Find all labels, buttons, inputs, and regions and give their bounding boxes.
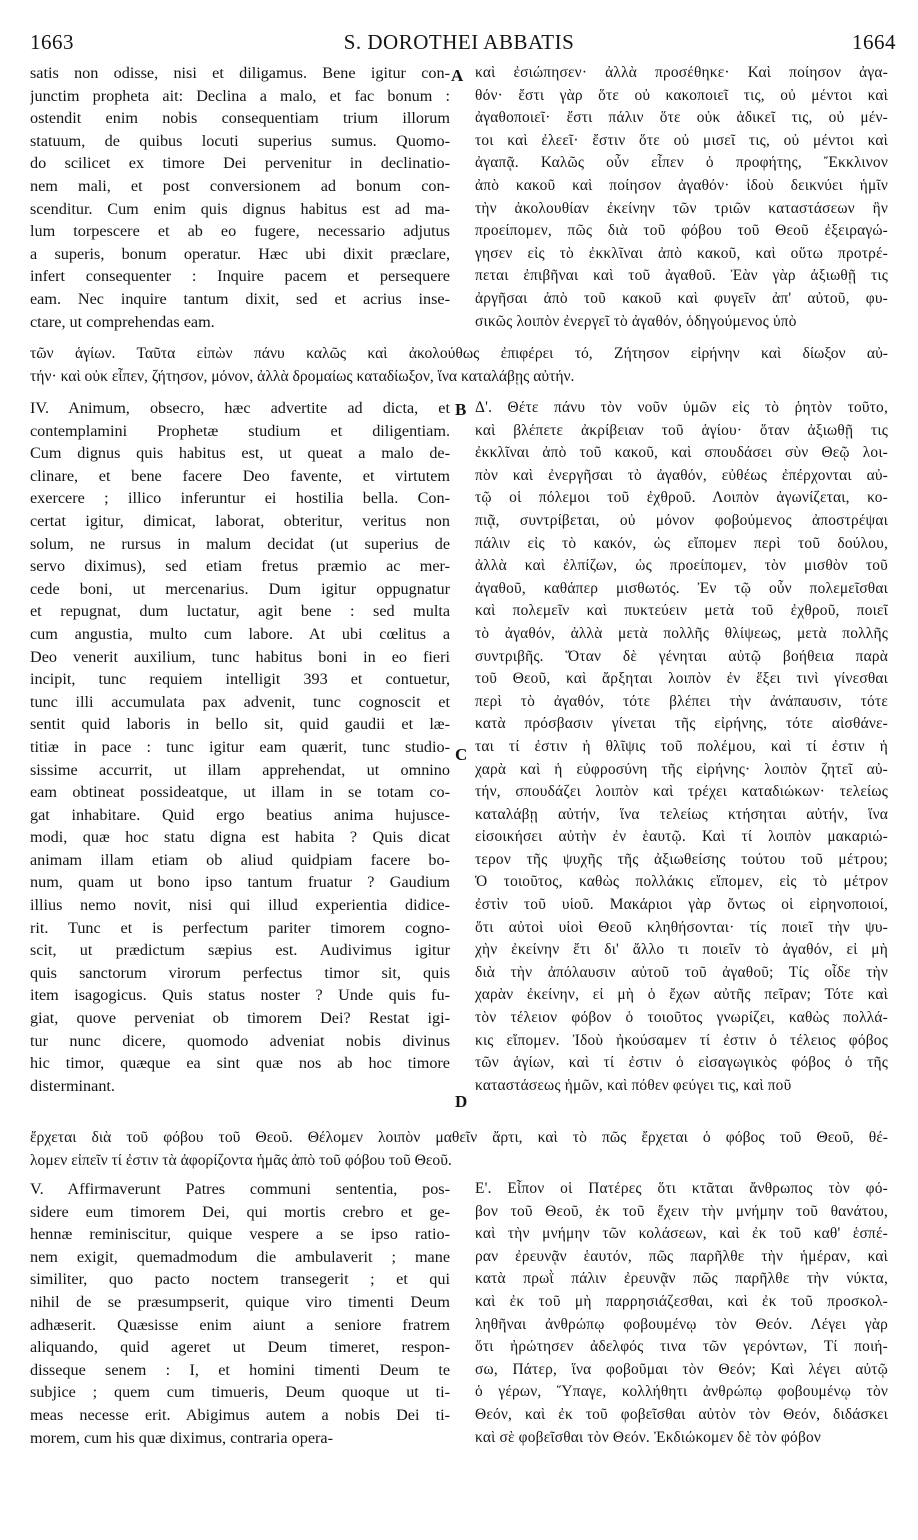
greek-text-line: εἰσοικήσει αὐτὴν ἐν ἑαυτῷ. Καὶ τί λοιπὸν μακαριώ- (475, 828, 888, 846)
latin-text-line: satis non odisse, nisi et diligamus. Bene igitur con- (30, 64, 450, 82)
full-width-greek-section-4 (30, 1127, 888, 1172)
latin-text-line: V. Affirmaverunt Patres communi sententia, pos- (30, 1180, 450, 1198)
greek-column-section-4 (475, 397, 888, 1097)
latin-text-line: statuum, de quibus locuti superius sumus. Quomo- (30, 131, 450, 150)
greek-text-line: τοῦ Θεοῦ, καὶ ἄρξηται λοιπὸν ἐν ἕξει τινὶ γίνεσθαι (475, 670, 888, 688)
greek-text-line-full: τήν· καὶ οὐκ εἶπεν, ζήτησον, μόνον, ἀλλὰ δρομαίως καταδίωξον, ἵνα καταλάβῃς αὐτήν. (30, 367, 575, 385)
latin-text-line: titiæ in pace : tunc igitur eam quærit, tunc studio- (30, 737, 450, 756)
greek-text-line: καταστάσεως ἡμῶν, καὶ πόθεν φεύγει τις, καὶ ποῦ (475, 1076, 792, 1094)
greek-text-line: τὸν τέλειον φόβον ὁ τοιοῦτος γνωρίζει, καθὼς πολλά- (475, 1009, 888, 1027)
latin-text-line: aliquando, quid ageret ut Deum timeret, respon- (30, 1338, 450, 1357)
latin-text-line: meas necesse erit. Abigimus autem a nobis Dei ti- (30, 1405, 450, 1424)
full-width-greek-section-1 (30, 343, 888, 388)
latin-text-line: exercere ; illico inferuntur ei hostilia bella. Con- (30, 489, 450, 508)
greek-text-line: καὶ σὲ φοβεῖσθαι τὸν Θεόν. Ἐκδιώκομεν δὲ τὸν φόβον (475, 1428, 822, 1446)
latin-text-line: contemplamini Prophetæ studium et diligentiam. (30, 421, 450, 440)
latin-text-line: sentit quid laboris in bello sit, quid gaudii et læ- (30, 715, 450, 734)
latin-text-line: modi, quæ hoc statu digna est habita ? Quis dicat (30, 828, 450, 847)
greek-text-line: τῶν ἁγίων, καὶ τί ἐστιν ὁ εἰσαγωγικὸς φόβος ὁ τῆς (475, 1054, 888, 1072)
greek-text-line: ἀλλὰ καὶ ἐλπίζων, ὡς προείπομεν, τὸν μισθὸν τοῦ (475, 557, 888, 575)
latin-text-line: disseque senem : I, et homini timenti Deum te (30, 1360, 450, 1379)
greek-text-line: βον τοῦ Θεοῦ, ἐκ τοῦ ἔχειν τὴν μνήμην τοῦ θανάτου, (475, 1202, 888, 1220)
greek-text-line: τερον τῆς ψυχῆς τῆς ἀξιωθείσης τούτου τοῦ μέτρου; (475, 850, 888, 868)
latin-text-line: animam illam etiam ob aliud quidpiam facere bo- (30, 850, 450, 869)
latin-text-line: junctim propheta ait: Declina a malo, et fac bonum : (30, 86, 450, 105)
greek-text-line: καὶ βλέπετε ἀκρίβειαν τοῦ ἁγίου· ὅταν ἀξιωθῇ τις (475, 421, 888, 439)
greek-text-line: γησεν εἰς τὸ ἐκκλῖναι ἀπὸ κακοῦ, καὶ οὕτω προτρέ- (475, 244, 888, 262)
latin-text-line: lum torpescere et ab eo fugere, necessario adjutus (30, 222, 450, 241)
greek-text-line: συντριβῆς. Ὅταν δὲ γένηται αὐτῷ βοήθεια παρὰ (475, 647, 888, 665)
page-number-left: 1663 (30, 30, 74, 54)
greek-text-line: καὶ τὴν μνήμην τῶν κολάσεων, καὶ ἐκ τοῦ καθ' ἑσπέ- (475, 1225, 888, 1243)
latin-text-line: nihil de se præsumpserit, quique viro timenti Deum (30, 1292, 450, 1311)
greek-text-line: διὰ τὴν ἀπόλαυσιν αὐτοῦ τοῦ ἀγαθοῦ; Τίς οἶδε τὴν (475, 963, 888, 981)
latin-text-line: adhæserit. Quæsisse enim aiunt a seniore fratrem (30, 1315, 450, 1334)
latin-text-line: sidere eum timorem Dei, qui mortis crebro et ge- (30, 1202, 450, 1221)
latin-column-section-1 (30, 62, 450, 333)
greek-text-line: σω, Πάτερ, ἵνα φοβοῦμαι τὸν Θεόν; Καὶ λέγει αὐτῷ (475, 1360, 888, 1378)
greek-text-line: ἐκκλῖναι ἀπὸ τοῦ κακοῦ, καὶ σπουδάσει σὺν Θεῷ λοι- (475, 444, 888, 462)
greek-text-line: ὅτι αὐτοὶ υἱοὶ Θεοῦ κληθήσονται· τίς ποιεῖ τὴν ψυ- (475, 918, 888, 936)
latin-text-line: infert consequenter : Inquire pacem et persequere (30, 267, 450, 286)
margin-letter-a: A (451, 66, 464, 85)
greek-text-line: ὅτι ἠρώτησεν ἀδελφός τινα τῶν γερόντων, Τί ποιή- (475, 1338, 888, 1356)
latin-text-line: nem mali, et post conversionem ad bonum con- (30, 176, 450, 195)
latin-text-line: a superis, bonum operatur. Hæc ubi dixit præclare, (30, 244, 450, 263)
latin-text-line: hic timor, quæque ea sint quæ nos ab hoc timore (30, 1054, 450, 1073)
greek-text-line: Ε'. Εἶπον οἱ Πατέρες ὅτι κτᾶται ἄνθρωπος τὸν φό- (475, 1180, 888, 1197)
latin-text-line: scenditur. Cum enim quis dignus habitus est ad ma- (30, 199, 450, 218)
greek-text-line: ἀγαθοποιεῖ· ἔστι πάλιν ὅτε οὐκ ἀδικεῖ τις, οὐ μέν- (475, 109, 888, 127)
greek-text-line: πάλιν εἰς τὸ κακόν, ὡς εἴπομεν περὶ τοῦ δούλου, (475, 534, 888, 552)
latin-text-line: num, quam ut bono ipso tantum fruatur ? Gaudium (30, 873, 450, 892)
latin-text-line: tunc illi accumulata pax advenit, tunc cognoscit et (30, 692, 450, 711)
greek-text-line: σικῶς λοιπὸν ἐνεργεῖ τὸ ἀγαθόν, ὁδηγούμενος ὑπὸ (475, 312, 797, 330)
greek-text-line: χαρὰ καὶ ἡ εὐφροσύνη τῆς εἰρήνης· λοιπὸν ζητεῖ αὐ- (475, 760, 888, 778)
latin-text-line: Cum dignus quis habitus est, ut queat a malo de- (30, 444, 450, 463)
latin-text-line: eam obtineat possideatque, ut illam in se totam co- (30, 783, 450, 802)
latin-text-line: clinare, et bene facere Deo favente, et virtutem (30, 466, 450, 485)
latin-text-line: et repugnat, dum luctatur, agit bene : sed multa (30, 602, 450, 621)
latin-column-section-4 (30, 397, 450, 1097)
latin-text-line: morem, cum his quæ diximus, contraria opera- (30, 1428, 333, 1447)
latin-text-line: sissime accurrit, ut illam apprehendat, ut omnino (30, 760, 450, 779)
greek-text-line: καὶ ἐκ τοῦ μὴ παρρησιάζεσθαι, καὶ ἐκ τοῦ προσκολ- (475, 1292, 888, 1310)
greek-text-line: κις εἴπομεν. Ἰδοὺ ἠκούσαμεν τί ἐστιν ὁ τέλειος φόβος (475, 1031, 888, 1049)
latin-text-line: disterminant. (30, 1076, 115, 1095)
greek-text-line: προείπομεν, πῶς διὰ τοῦ φόβου τοῦ Θεοῦ ἐξειραγώ- (475, 222, 888, 240)
greek-text-line-full: τῶν ἁγίων. Ταῦτα εἰπὼν πάνυ καλῶς καὶ ἀκολούθως ἐπιφέρει τό, Ζήτησον εἰρήνην καὶ δίωξον αὐ- (30, 345, 888, 362)
greek-text-line: καταλάβῃ αὐτήν, ἵνα τελείως κτήσηται αὐτήν, ἵνα (475, 805, 888, 823)
margin-letter-b: B (455, 400, 467, 419)
latin-text-line: tur nunc dicere, quomodo adveniat nobis divinus (30, 1031, 450, 1050)
greek-text-line: ληθῆναι ἀνθρώπῳ φοβουμένῳ τὸν Θεόν. Λέγει γὰρ (475, 1315, 888, 1333)
latin-text-line: IV. Animum, obsecro, hæc advertite ad dicta, et (30, 399, 450, 417)
latin-text-line: giat, quove perveniat ob timorem Dei? Restat igi- (30, 1009, 450, 1028)
running-title: S. DOROTHEI ABBATIS (343, 30, 575, 54)
latin-column-section-5 (30, 1178, 450, 1449)
latin-text-line: cede boni, ut mercenarius. Dum igitur oppugnatur (30, 579, 450, 598)
greek-text-line: Ὁ τοιοῦτος, καθὼς πολλάκις εἴπομεν, εἰς τὸ μέτρον (475, 873, 888, 891)
latin-text-line: illius nemo novit, nisi qui illud experientia didice- (30, 896, 450, 915)
margin-letter-c: C (455, 745, 468, 764)
greek-text-line: πὸν καὶ ἐνεργῆσαι τὸ ἀγαθόν, εὐθέως ἐπέρχονται αὐ- (475, 466, 888, 484)
greek-text-line: χὴν ἐκείνην ἔτι δι' ἄλλο τι ποιεῖν τὸ ἀγαθόν, εἰ μὴ (475, 941, 888, 959)
greek-text-line: χαρὰν ἐκείνην, εἰ μὴ ὁ ἔχων αὐτῆς πεῖραν; Τότε καὶ (475, 986, 888, 1004)
greek-column-section-1 (475, 62, 888, 333)
page-number-right: 1664 (852, 30, 896, 54)
latin-text-line: Deo venerit auxilium, tunc habitus boni in eo fieri (30, 647, 450, 666)
latin-text-line: do scilicet ex timore Dei pervenitur in declinatio- (30, 154, 450, 173)
greek-text-line: ἀπὸ κακοῦ καὶ ποίησον ἀγαθόν· ἰδοὺ δεικνύει ἡμῖν (475, 176, 888, 194)
greek-text-line: ἀργῆσαι ἀπὸ τοῦ κακοῦ καὶ φυγεῖν ἀπ' αὐτοῦ, φυ- (475, 289, 888, 307)
greek-text-line: τήν, σπουδάζει λοιπὸν καὶ τρέχει καταδιώκων· τελείως (475, 783, 888, 801)
latin-text-line: quis sanctorum virorum perfectus timor sit, quis (30, 963, 450, 982)
greek-text-line: Δ'. Θέτε πάνυ τὸν νοῦν ὑμῶν εἰς τὸ ῥητὸν τοῦτο, (475, 399, 888, 416)
latin-text-line: ostendit enim nobis consequentiam trium illorum (30, 109, 450, 128)
latin-text-line: hennæ reminiscitur, quique vespere a se ipso ratio- (30, 1225, 450, 1244)
greek-text-line: καὶ ἐσιώπησεν· ἀλλὰ προσέθηκε· Καὶ ποίησον ἀγα- (475, 64, 888, 81)
greek-text-line: πεται ἐπιβῆναι καὶ τοῦ ἀγαθοῦ. Ἐὰν γὰρ ἀξιωθῇ τις (475, 267, 888, 285)
latin-text-line: servo diximus), sed etiam fretus præmio ac mer- (30, 557, 450, 576)
greek-text-line: ἀγαθοῦ, καθάπερ μισθωτός. Ἐν τῷ οὖν πολεμεῖσθαι (475, 579, 888, 597)
greek-text-line: τοι καὶ ἐλεεῖ· ἔστιν ὅτε οὐ μισεῖ τις, οὐ μέντοι καὶ (475, 131, 888, 149)
greek-text-line: ἐστὶν τοῦ υἱοῦ. Μακάριοι γὰρ ὄντως οἱ εἰρηνοποιοί, (475, 896, 888, 914)
latin-text-line: scit, ut prædictum sæpius est. Audivimus igitur (30, 941, 450, 960)
greek-text-line: ἀγαπᾷ. Καλῶς οὖν εἶπεν ὁ προφήτης, Ἔκκλινον (475, 154, 888, 172)
latin-text-line: solum, ne rursus in malum decidat (ut superius de (30, 534, 450, 553)
latin-text-line: nem exigit, quemadmodum die ambulaverit ; mane (30, 1247, 450, 1266)
latin-text-line: item isagogicus. Quis status noster ? Unde quis fu- (30, 986, 450, 1005)
latin-text-line: gat inhabitare. Quid ergo beatius anima hujusce- (30, 805, 450, 824)
greek-text-line: τῷ οἱ πόλεμοι τοῦ ἐχθροῦ. Λοιπὸν ἀγωνίζεται, κο- (475, 489, 888, 507)
latin-text-line: eam. Nec inquire tantum dixit, sed et acrius inse- (30, 289, 450, 308)
greek-text-line: τὴν ἀκολουθίαν ἐκείνην τῶν τριῶν καταστάσεων ἣν (475, 199, 888, 217)
latin-text-line: cum angustia, multo cum labore. At ubi cœlitus a (30, 624, 450, 643)
greek-text-line: πιᾷ, συντρίβεται, οὐ μόνον φοβούμενος ἀποστρέψαι (475, 511, 888, 529)
greek-text-line-full: λομεν εἰπεῖν τί ἐστιν τὰ ἀφορίζοντα ἡμᾶς ἀπὸ τοῦ φόβου τοῦ Θεοῦ. (30, 1151, 452, 1169)
greek-text-line: τὸ ἀγαθόν, ἀλλὰ μετὰ πολλῆς θλίψεως, μετὰ πολλῆς (475, 624, 888, 642)
latin-text-line: incipit, tunc requiem intelligit 393 et contuetur, (30, 670, 450, 689)
greek-text-line: ὁ γέρων, Ὕπαγε, κολλήθητι ἀνθρώπῳ φοβουμένῳ τὸν (475, 1383, 888, 1401)
greek-text-line: καὶ πολεμεῖν καὶ πυκτεύειν μετὰ τοῦ ἐχθροῦ, ποιεῖ (475, 602, 888, 620)
latin-text-line: ctare, ut comprehendas eam. (30, 312, 215, 331)
latin-text-line: subjice ; quem cum timueris, Deum quoque ut ti- (30, 1383, 450, 1402)
latin-text-line: similiter, quo pacto noctem transegerit ; et qui (30, 1270, 450, 1289)
latin-text-line: certat igitur, dimicat, laborat, obteritur, veritus non (30, 511, 450, 530)
greek-text-line: ται τί ἐστιν ἡ θλῖψις τοῦ πολέμου, καὶ τί ἐστιν ἡ (475, 737, 888, 755)
greek-column-section-5 (475, 1178, 888, 1449)
greek-text-line: ραν ἐρευνᾷν ἑαυτόν, πῶς παρῆλθε τὴν ἡμέραν, καὶ (475, 1247, 888, 1265)
greek-text-line: Θεόν, καὶ ἐκ τοῦ φοβεῖσθαι αὐτὸν τὸν Θεόν, διδάσκει (475, 1405, 888, 1423)
latin-text-line: rit. Tunc et is perfectum pariter timorem cogno- (30, 918, 450, 937)
greek-text-line: περὶ τὸ ἀγαθόν, τότε βλέπει τὴν ἀνάπαυσιν, τότε (475, 692, 888, 710)
greek-text-line: κατὰ πρόσβασιν γίνεται τῆς εἰρήνης, τότε αἰσθάνε- (475, 715, 888, 733)
greek-text-line-full: ἔρχεται διὰ τοῦ φόβου τοῦ Θεοῦ. Θέλομεν λοιπὸν μαθεῖν ἄρτι, καὶ τὸ πῶς ἔρχεται ὁ φόβος τοῦ Θεοῦ, θέ- (30, 1129, 888, 1146)
greek-text-line: κατὰ πρωῒ πάλιν ἐρευνᾷν πῶς παρῆλθε τὴν νύκτα, (475, 1270, 888, 1288)
greek-text-line: θόν· ἔστι γὰρ ὅτε οὐ κακοποιεῖ τις, οὐ μέντοι καὶ (475, 86, 888, 104)
margin-letter-d: D (455, 1092, 468, 1111)
